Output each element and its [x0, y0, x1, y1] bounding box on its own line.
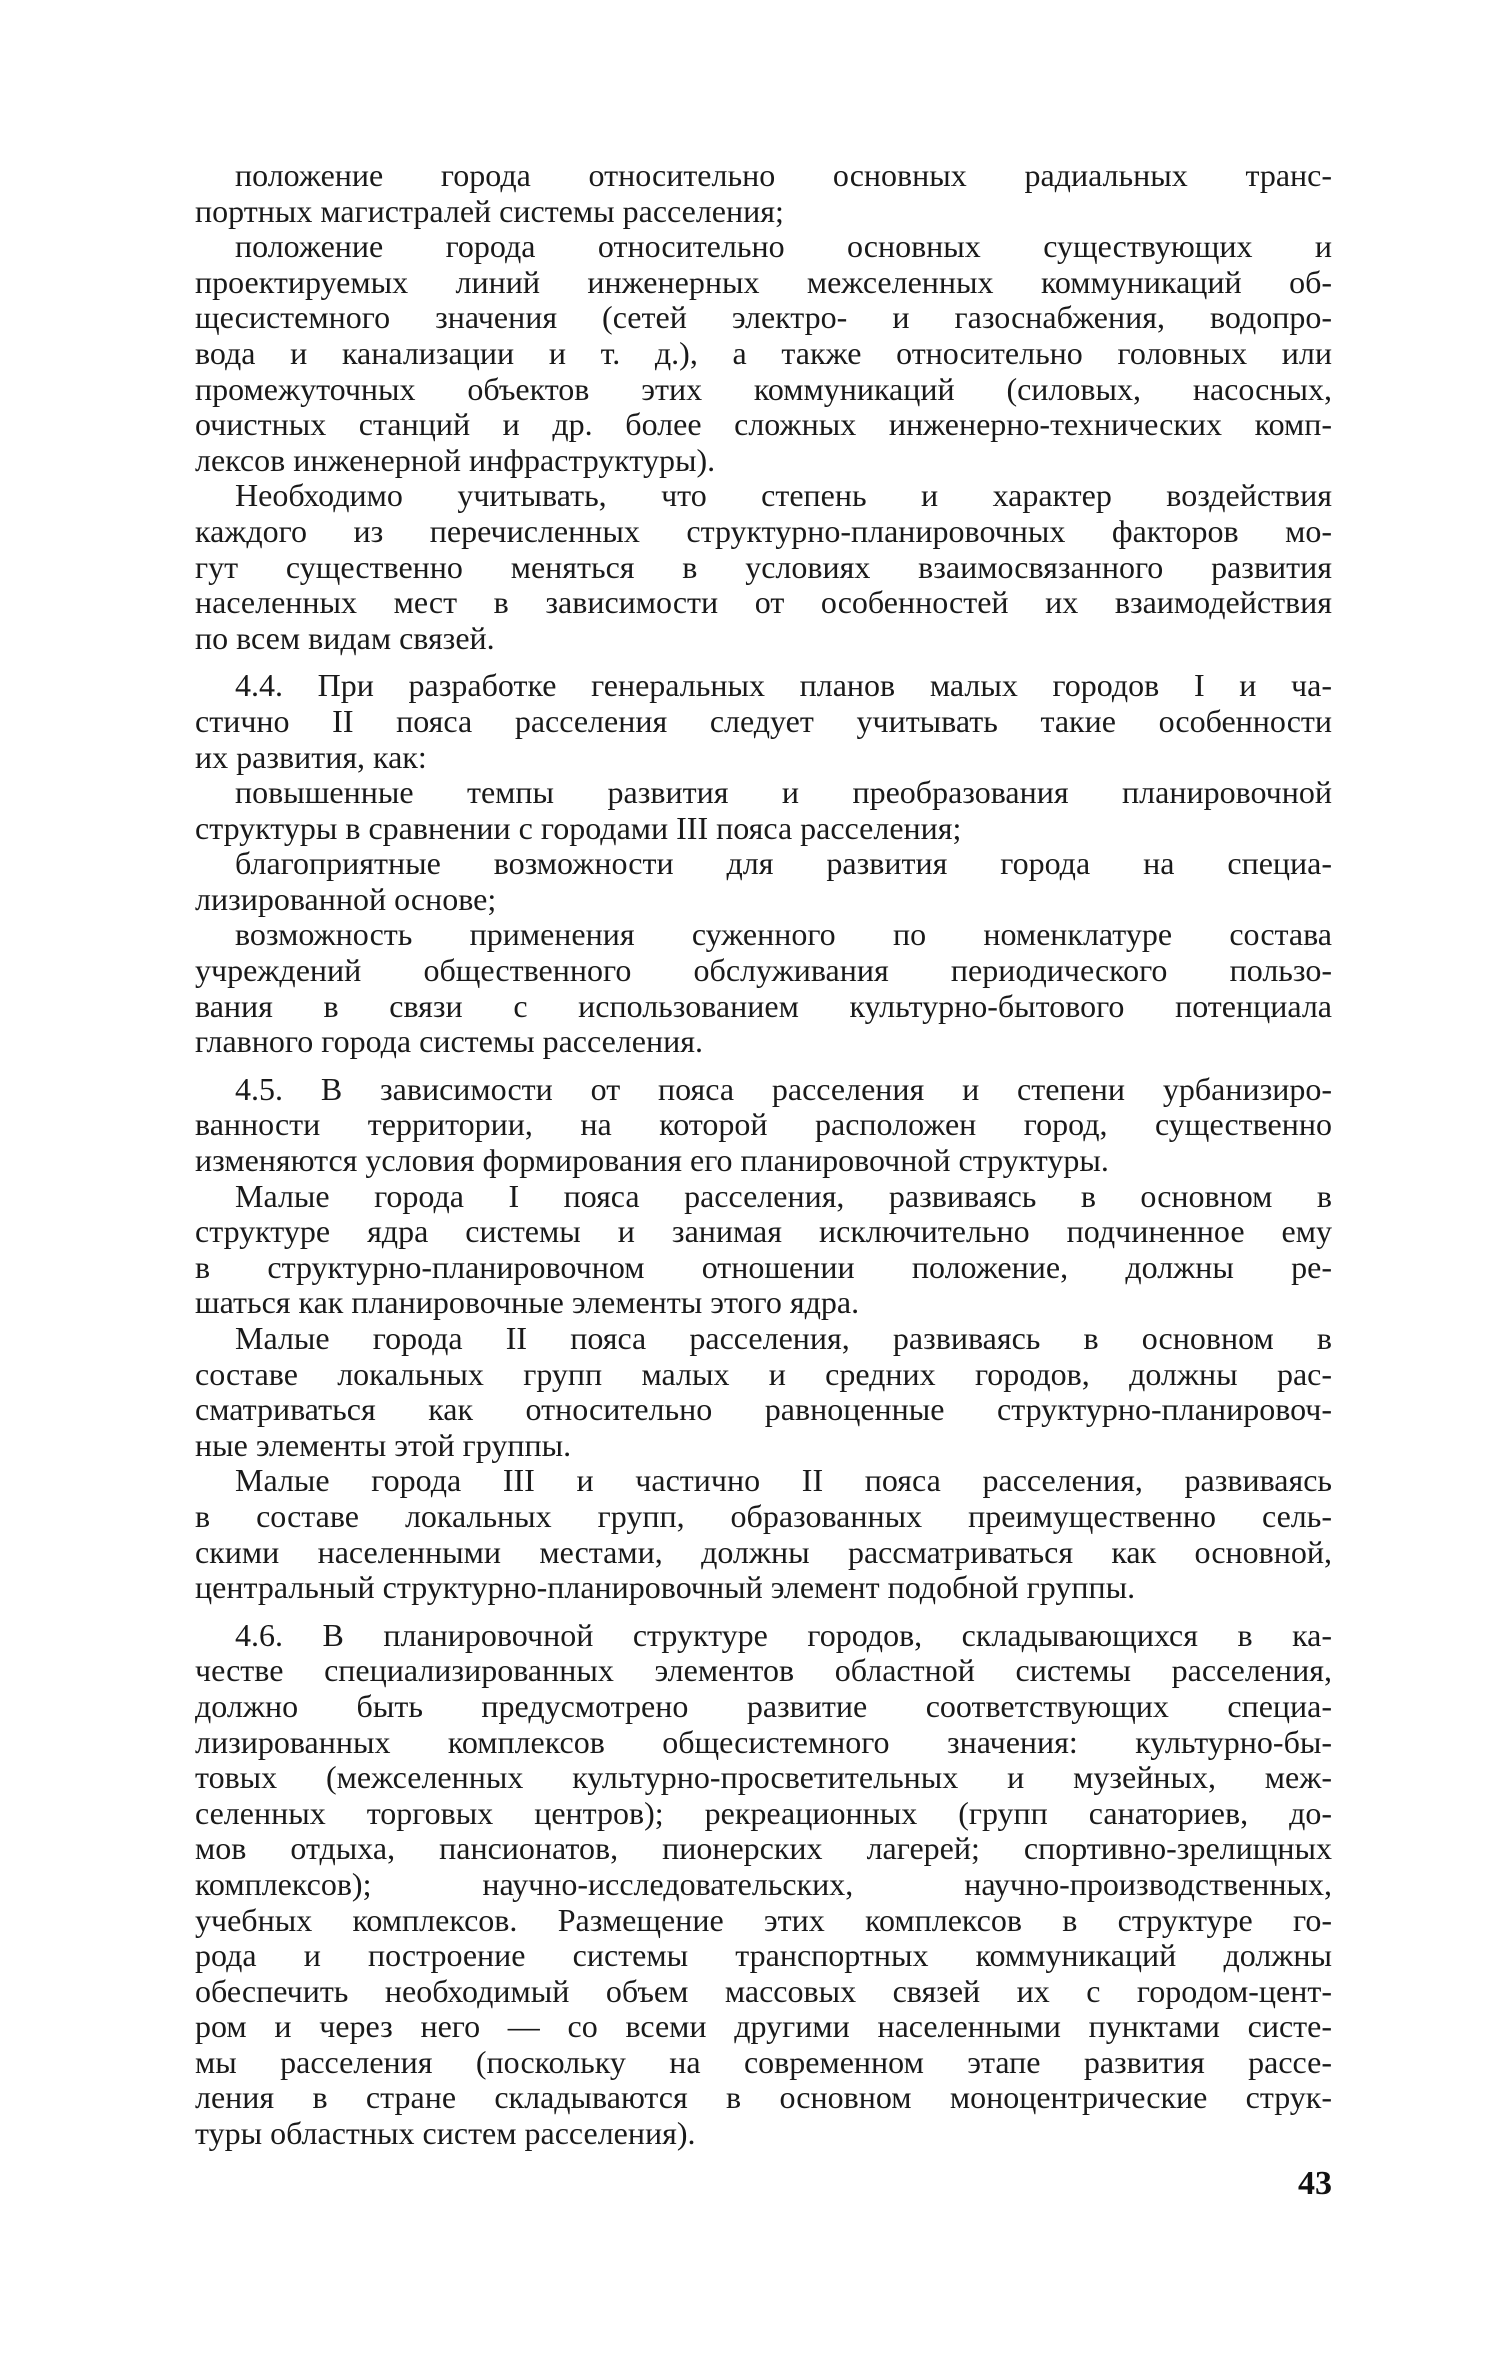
text-line: 4.6. В планировочной структуре городов, складывающихся в ка- [235, 1616, 1332, 1653]
paragraph [195, 229, 1332, 478]
paragraph [195, 1321, 1332, 1463]
text-line: очистных станций и др. более сложных инженерно-технических комп- [195, 406, 1332, 443]
text-line: щесистемного значения (сетей электро- и газоснабжения, водопро- [195, 299, 1332, 336]
text-line: повышенные темпы развития и преобразования планировочной [235, 774, 1332, 811]
text-line: положение города относительно основных радиальных транс- [235, 157, 1332, 193]
text-line: центральный структурно-планировочный элемент подобной группы. [195, 1569, 1136, 1606]
text-line: учебных комплексов. Размещение этих комплексов в структуре го- [195, 1901, 1332, 1938]
page-number: 43 [1298, 2165, 1332, 2202]
document-body [195, 158, 1332, 2152]
paragraph [195, 1463, 1332, 1605]
text-line: ром и через него — со всеми другими населенными пунктами систе- [195, 2008, 1332, 2045]
paragraph [195, 1072, 1332, 1179]
text-line: ления в стране складываются в основном моноцентрические струк- [195, 2079, 1332, 2116]
text-line: населенных мест в зависимости от особенностей их взаимодействия [195, 584, 1332, 621]
text-line: возможность применения суженного по номенклатуре состава [235, 916, 1332, 953]
text-line: лексов инженерной инфраструктуры). [195, 441, 716, 478]
text-line: честве специализированных элементов областной системы расселения, [195, 1652, 1332, 1689]
paragraph [195, 478, 1332, 656]
text-line: Необходимо учитывать, что степень и характер воздействия [235, 477, 1332, 514]
text-line: шаться как планировочные элементы этого ядра. [195, 1284, 860, 1321]
text-line: мы расселения (поскольку на современном этапе развития рассе- [195, 2043, 1332, 2080]
text-line: Малые города I пояса расселения, развиваясь в основном в [235, 1177, 1332, 1214]
text-line: вода и канализации и т. д.), а также относительно головных или [195, 334, 1332, 371]
section [195, 668, 1332, 1060]
section [195, 158, 1332, 656]
text-line: скими населенными местами, должны рассматриваться как основной, [195, 1533, 1332, 1570]
text-line: в структурно-планировочном отношении положение, должны ре- [195, 1248, 1332, 1285]
paragraph [195, 158, 1332, 229]
text-line: сматриваться как относительно равноценные структурно-планировоч- [195, 1391, 1332, 1428]
text-line: главного города системы расселения. [195, 1023, 703, 1060]
text-line: комплексов); научно-исследовательских, научно-производственных, [195, 1865, 1332, 1902]
text-line: ные элементы этой группы. [195, 1426, 572, 1463]
text-line: рода и построение системы транспортных коммуникаций должны [195, 1937, 1332, 1974]
text-line: должно быть предусмотрено развитие соответствующих специа- [195, 1687, 1332, 1724]
section [195, 1072, 1332, 1606]
text-line: селенных торговых центров); рекреационных (групп санаториев, до- [195, 1794, 1332, 1831]
text-line: структуры в сравнении с городами III пояса расселения; [195, 809, 962, 846]
text-line: проектируемых линий инженерных межселенных коммуникаций об- [195, 263, 1332, 300]
text-line: гут существенно меняться в условиях взаимосвязанного развития [195, 548, 1332, 585]
text-line: Малые города III и частично II пояса расселения, развиваясь [235, 1462, 1332, 1499]
paragraph [195, 668, 1332, 775]
text-line: изменяются условия формирования его планировочной структуры. [195, 1142, 1109, 1179]
text-line: лизированной основе; [195, 880, 497, 917]
text-line: портных магистралей системы расселения; [195, 192, 784, 229]
text-line: товых (межселенных культурно-просветительных и музейных, меж- [195, 1759, 1332, 1796]
text-line: учреждений общественного обслуживания периодического пользо- [195, 952, 1332, 989]
text-line: каждого из перечисленных структурно-планировочных факторов мо- [195, 512, 1332, 549]
paragraph [195, 1179, 1332, 1321]
text-line: структуре ядра системы и занимая исключительно подчиненное ему [195, 1213, 1332, 1250]
text-line: ванности территории, на которой расположен город, существенно [195, 1106, 1332, 1143]
paragraph [195, 917, 1332, 1059]
text-line: стично II пояса расселения следует учитывать такие особенности [195, 702, 1332, 739]
text-line: по всем видам связей. [195, 619, 495, 656]
paragraph [195, 775, 1332, 846]
text-line: лизированных комплексов общесистемного значения: культурно-бы- [195, 1723, 1332, 1760]
text-line: вания в связи с использованием культурно-бытового потенциала [195, 987, 1332, 1024]
text-line: составе локальных групп малых и средних городов, должны рас- [195, 1355, 1332, 1392]
text-line: Малые города II пояса расселения, развиваясь в основном в [235, 1320, 1332, 1356]
text-line: в составе локальных групп, образованных преимущественно сель- [195, 1497, 1332, 1534]
text-line: их развития, как: [195, 738, 427, 775]
text-line: 4.5. В зависимости от пояса расселения и степени урбанизиро- [235, 1070, 1332, 1107]
section [195, 1618, 1332, 2152]
paragraph [195, 1618, 1332, 2152]
text-line: обеспечить необходимый объем массовых связей их с городом-цент- [195, 1972, 1332, 2009]
text-line: промежуточных объектов этих коммуникаций (силовых, насосных, [195, 370, 1332, 407]
text-line: мов отдыха, пансионатов, пионерских лагерей; спортивно-зрелищных [195, 1830, 1332, 1867]
paragraph [195, 846, 1332, 917]
text-line: положение города относительно основных существующих и [235, 228, 1332, 265]
text-line: туры областных систем расселения). [195, 2115, 696, 2152]
text-line: 4.4. При разработке генеральных планов малых городов I и ча- [235, 667, 1332, 704]
text-line: благоприятные возможности для развития города на специа- [235, 845, 1332, 882]
